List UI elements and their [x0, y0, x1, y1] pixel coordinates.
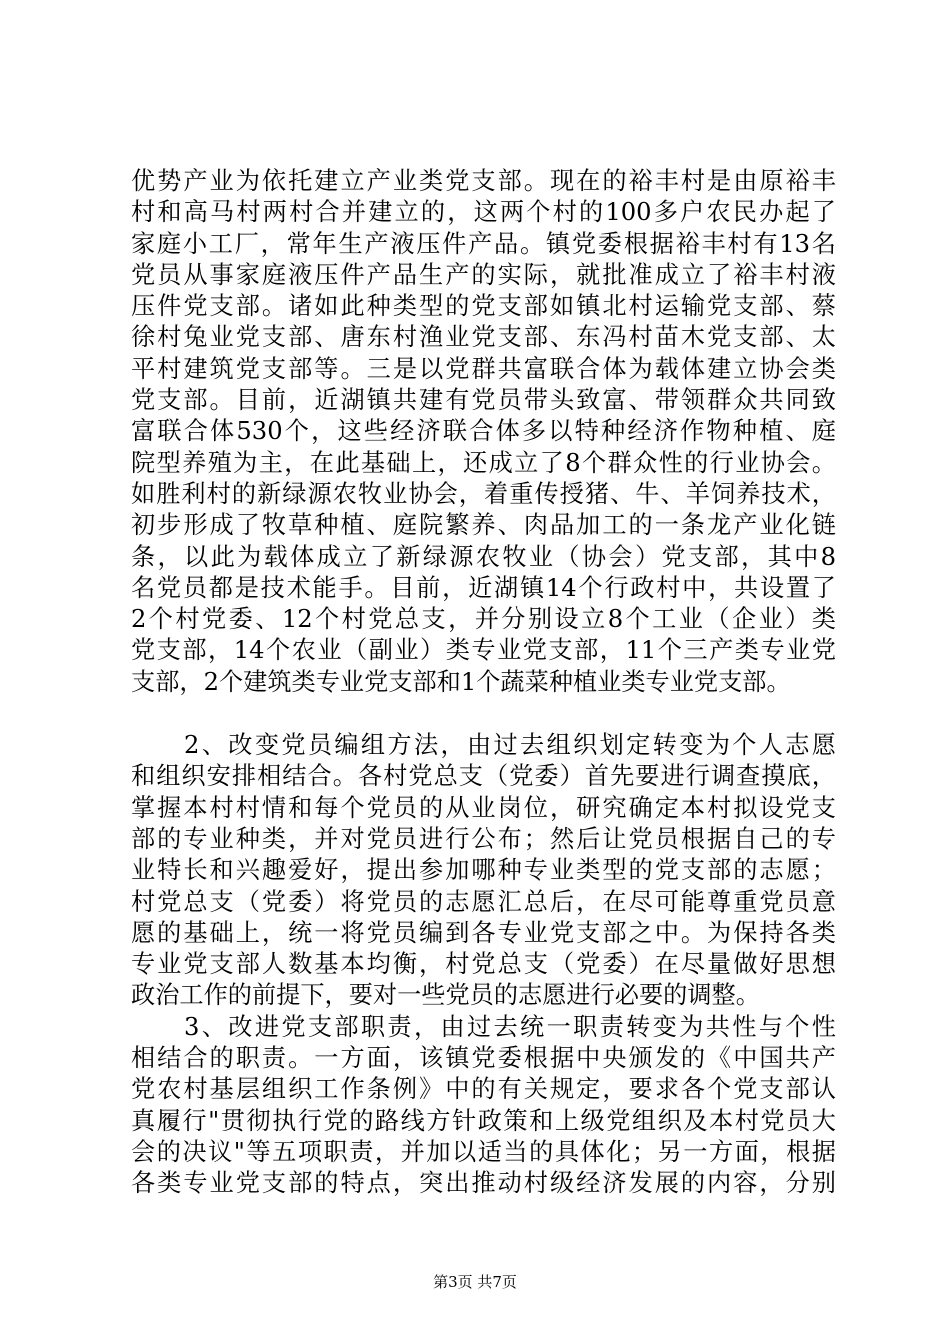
- document-body: [131, 166, 836, 1200]
- text-line: 党支部，14个农业（副业）类专业党支部，11个三产类专业党: [131, 636, 836, 665]
- text-line: 党员从事家庭液压件产品生产的实际，就批准成立了裕丰村液: [131, 260, 836, 289]
- text-line: 富联合体530个，这些经济联合体多以特种经济作物种植、庭: [131, 417, 836, 446]
- paragraph-gap: [131, 698, 836, 730]
- text-line: 3、改进党支部职责，由过去统一职责转变为共性与个性: [131, 1012, 836, 1041]
- text-line: 支部，2个建筑类专业党支部和1个蔬菜种植业类专业党支部。: [131, 667, 791, 696]
- page-number: 第3页 共7页: [433, 1273, 517, 1291]
- text-line: 业特长和兴趣爱好，提出参加哪种专业类型的党支部的志愿；: [131, 856, 836, 885]
- text-line: 掌握本村村情和每个党员的从业岗位，研究确定本村拟设党支: [131, 793, 836, 822]
- text-line: 各类专业党支部的特点，突出推动村级经济发展的内容，分别: [131, 1169, 836, 1198]
- text-line: 愿的基础上，统一将党员编到各专业党支部之中。为保持各类: [131, 918, 836, 947]
- text-line: 初步形成了牧草种植、庭院繁养、肉品加工的一条龙产业化链: [131, 511, 836, 540]
- text-line: 优势产业为依托建立产业类党支部。现在的裕丰村是由原裕丰: [131, 167, 836, 195]
- text-line: 村党总支（党委）将党员的志愿汇总后，在尽可能尊重党员意: [131, 887, 836, 916]
- text-line: 2个村党委、12个村党总支，并分别设立8个工业（企业）类: [131, 605, 836, 634]
- text-line: 压件党支部。诸如此种类型的党支部如镇北村运输党支部、蔡: [131, 292, 836, 321]
- text-line: 徐村兔业党支部、唐东村渔业党支部、东冯村苗木党支部、太: [131, 323, 836, 352]
- text-line: 如胜利村的新绿源农牧业协会，着重传授猪、牛、羊饲养技术，: [131, 479, 836, 508]
- text-line: 政治工作的前提下，要对一些党员的志愿进行必要的调整。: [131, 981, 760, 1010]
- text-line: 党支部。目前，近湖镇共建有党员带头致富、带领群众共同致: [131, 386, 836, 415]
- text-line: 党农村基层组织工作条例》中的有关规定，要求各个党支部认: [131, 1075, 836, 1104]
- text-line: 2、改变党员编组方法，由过去组织划定转变为个人志愿: [131, 731, 836, 760]
- text-line: 院型养殖为主，在此基础上，还成立了8个群众性的行业协会。: [131, 448, 836, 477]
- text-line: 条，以此为载体成立了新绿源农牧业（协会）党支部，其中8: [131, 542, 836, 571]
- text-line: 相结合的职责。一方面，该镇党委根据中央颁发的《中国共产: [131, 1044, 836, 1073]
- text-line: 村和高马村两村合并建立的，这两个村的100多户农民办起了: [131, 198, 836, 227]
- text-line: 部的专业种类，并对党员进行公布；然后让党员根据自己的专: [131, 824, 836, 853]
- text-line: 会的决议"等五项职责，并加以适当的具体化；另一方面，根据: [131, 1137, 836, 1166]
- text-line: 家庭小工厂，常年生产液压件产品。镇党委根据裕丰村有13名: [131, 229, 836, 258]
- text-line: 专业党支部人数基本均衡，村党总支（党委）在尽量做好思想: [131, 950, 836, 979]
- text-line: 真履行"贯彻执行党的路线方针政策和上级党组织及本村党员大: [131, 1106, 836, 1135]
- text-line: 平村建筑党支部等。三是以党群共富联合体为载体建立协会类: [131, 354, 836, 383]
- text-line: 和组织安排相结合。各村党总支（党委）首先要进行调查摸底，: [131, 762, 836, 791]
- text-line: 名党员都是技术能手。目前，近湖镇14个行政村中，共设置了: [131, 573, 836, 602]
